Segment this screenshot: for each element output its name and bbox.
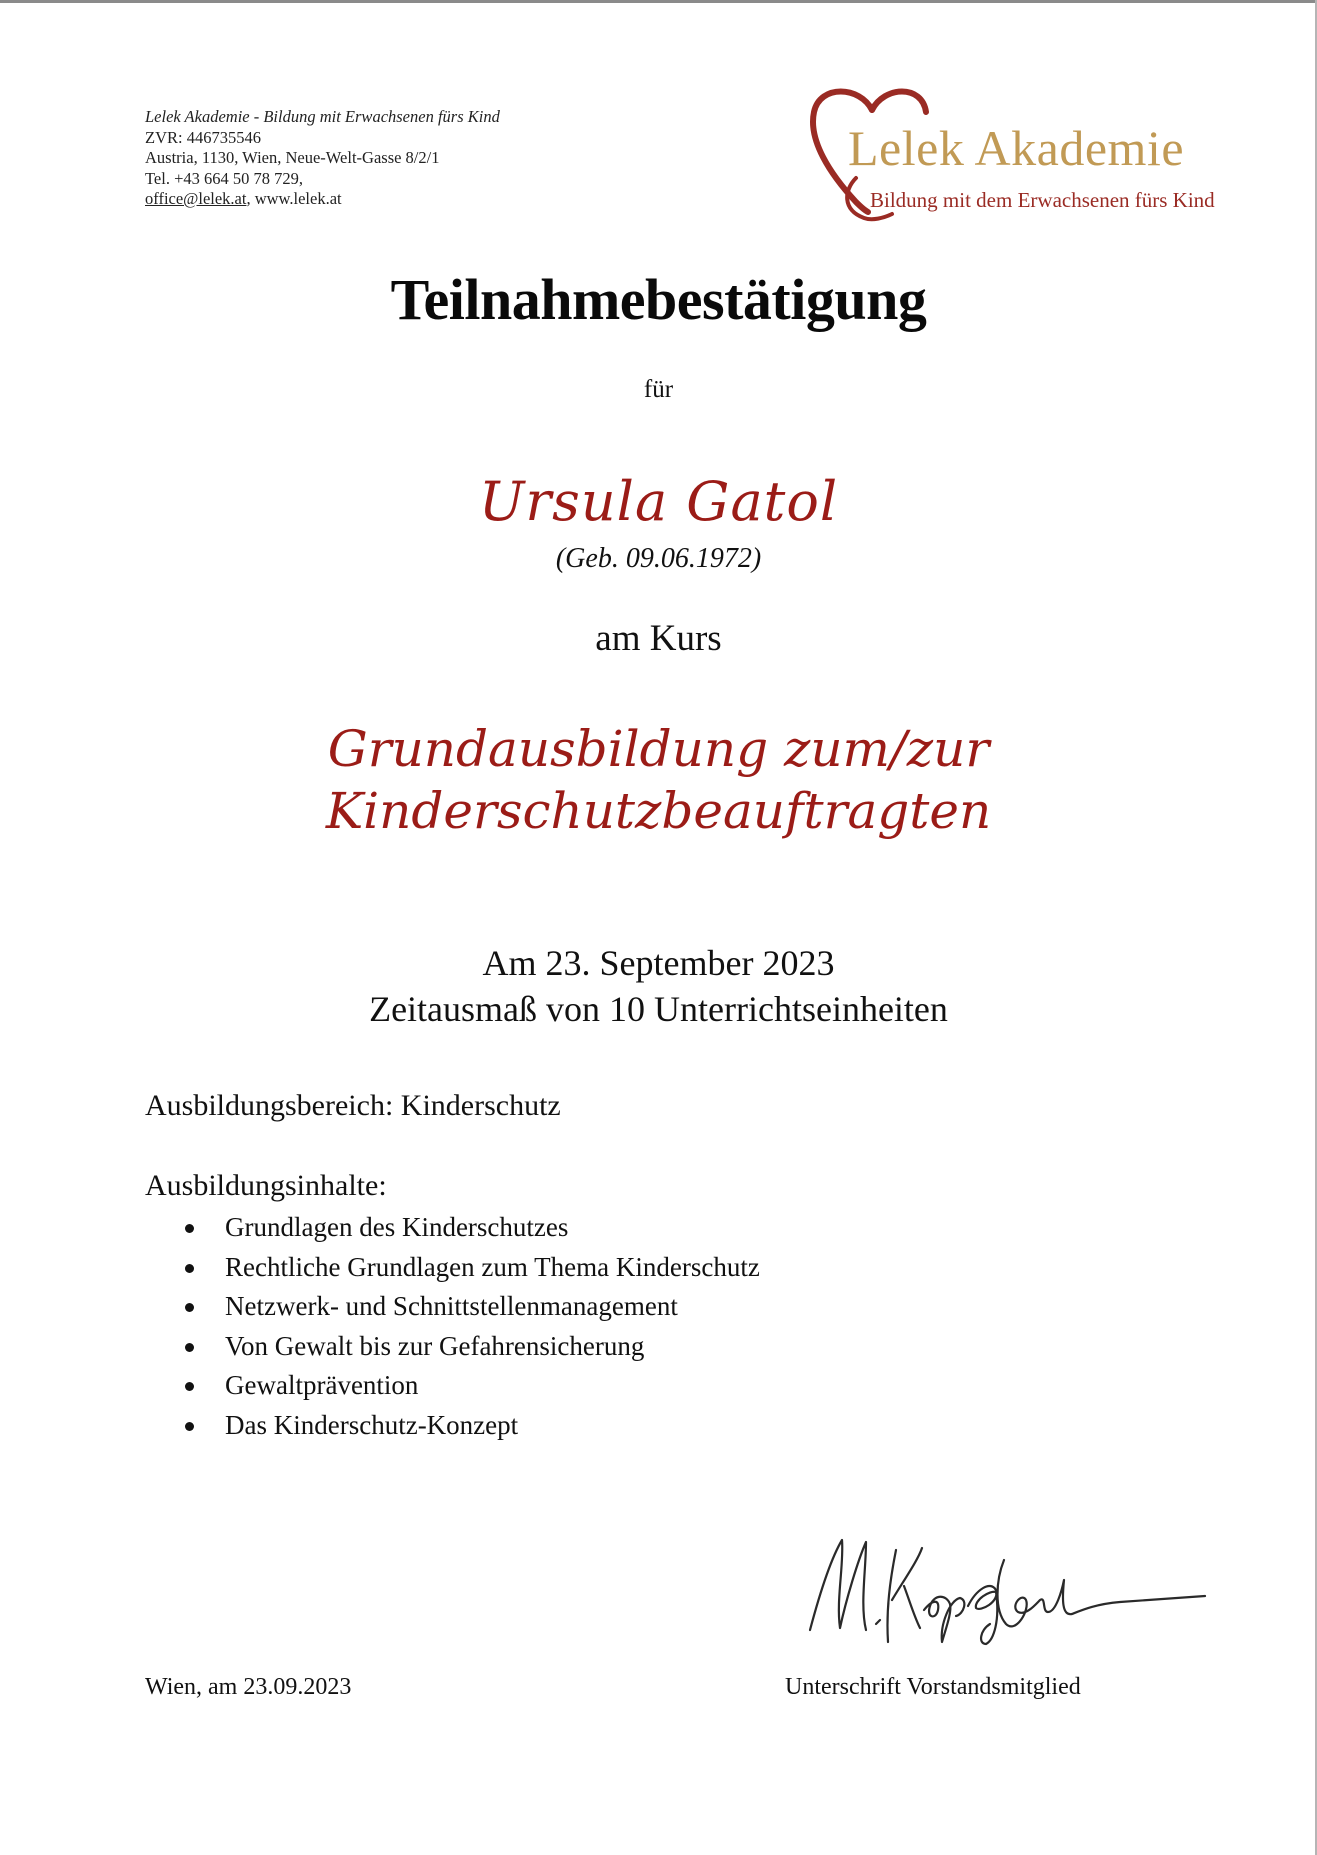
course-date: Am 23. September 2023 [482, 943, 835, 983]
list-item-text: Netzwerk- und Schnittstellenmanagement [225, 1291, 678, 1321]
place-and-date: Wien, am 23.09.2023 [145, 1674, 352, 1700]
logo-subtitle: Bildung mit dem Erwachsenen fürs Kind [870, 188, 1215, 212]
list-item-text: Von Gewalt bis zur Gefahrensicherung [225, 1330, 645, 1361]
list-item-text: Grundlagen des Kinderschutzes [225, 1212, 569, 1242]
for-label: für [643, 376, 674, 403]
list-item [145, 1248, 760, 1288]
lelek-akademie-logo [800, 78, 1220, 228]
participant-name: Ursula Gatol [478, 470, 839, 533]
letterhead-address: Austria, 1130, Wien, Neue-Welt-Gasse 8/2/1 [145, 148, 440, 167]
handwritten-signature [800, 1520, 1210, 1650]
course-hours: Zeitausmaß von 10 Unterrichtseinheiten [369, 989, 948, 1029]
letterhead-zvr: ZVR: 446735546 [145, 127, 261, 147]
letterhead-phone: Tel. +43 664 50 78 729, [145, 168, 304, 188]
bullet-icon [185, 1422, 194, 1431]
page-top-border [0, 0, 1317, 3]
course-name-line-2: Kinderschutzbeauftragten [325, 782, 992, 840]
course-name [0, 718, 1317, 842]
bullet-icon [185, 1224, 194, 1233]
course-intro: am Kurs [595, 618, 722, 659]
signature-caption: Unterschrift Vorstandsmitglied [785, 1674, 1081, 1700]
bullet-icon [185, 1343, 194, 1352]
letterhead-website: , www.lelek.at [246, 189, 342, 208]
letterhead-contact-line [145, 189, 500, 210]
certificate-title: Teilnahmebestätigung [390, 267, 927, 332]
list-item [145, 1287, 760, 1327]
letterhead-tagline: Lelek Akademie - Bildung mit Erwachsenen fürs Kind [145, 107, 500, 126]
training-contents-label: Ausbildungsinhalte: [145, 1169, 387, 1202]
list-item-text: Gewaltprävention [225, 1370, 419, 1400]
list-item [145, 1366, 760, 1406]
course-name-line-1: Grundausbildung zum/zur [327, 720, 990, 778]
list-item [145, 1327, 760, 1367]
letterhead [145, 107, 500, 210]
list-item [145, 1208, 760, 1248]
birth-info: (Geb. 09.06.1972) [555, 543, 762, 574]
logo-title: Lelek Akademie [848, 120, 1185, 176]
list-item [145, 1406, 760, 1446]
letterhead-email-link[interactable]: office@lelek.at [145, 189, 247, 208]
list-item-text: Rechtliche Grundlagen zum Thema Kinderschutz [225, 1251, 760, 1282]
list-item-text: Das Kinderschutz-Konzept [225, 1409, 519, 1440]
bullet-icon [185, 1264, 194, 1273]
training-area: Ausbildungsbereich: Kinderschutz [145, 1089, 561, 1122]
bullet-icon [185, 1303, 194, 1312]
training-contents-list [145, 1208, 760, 1445]
bullet-icon [185, 1382, 194, 1391]
